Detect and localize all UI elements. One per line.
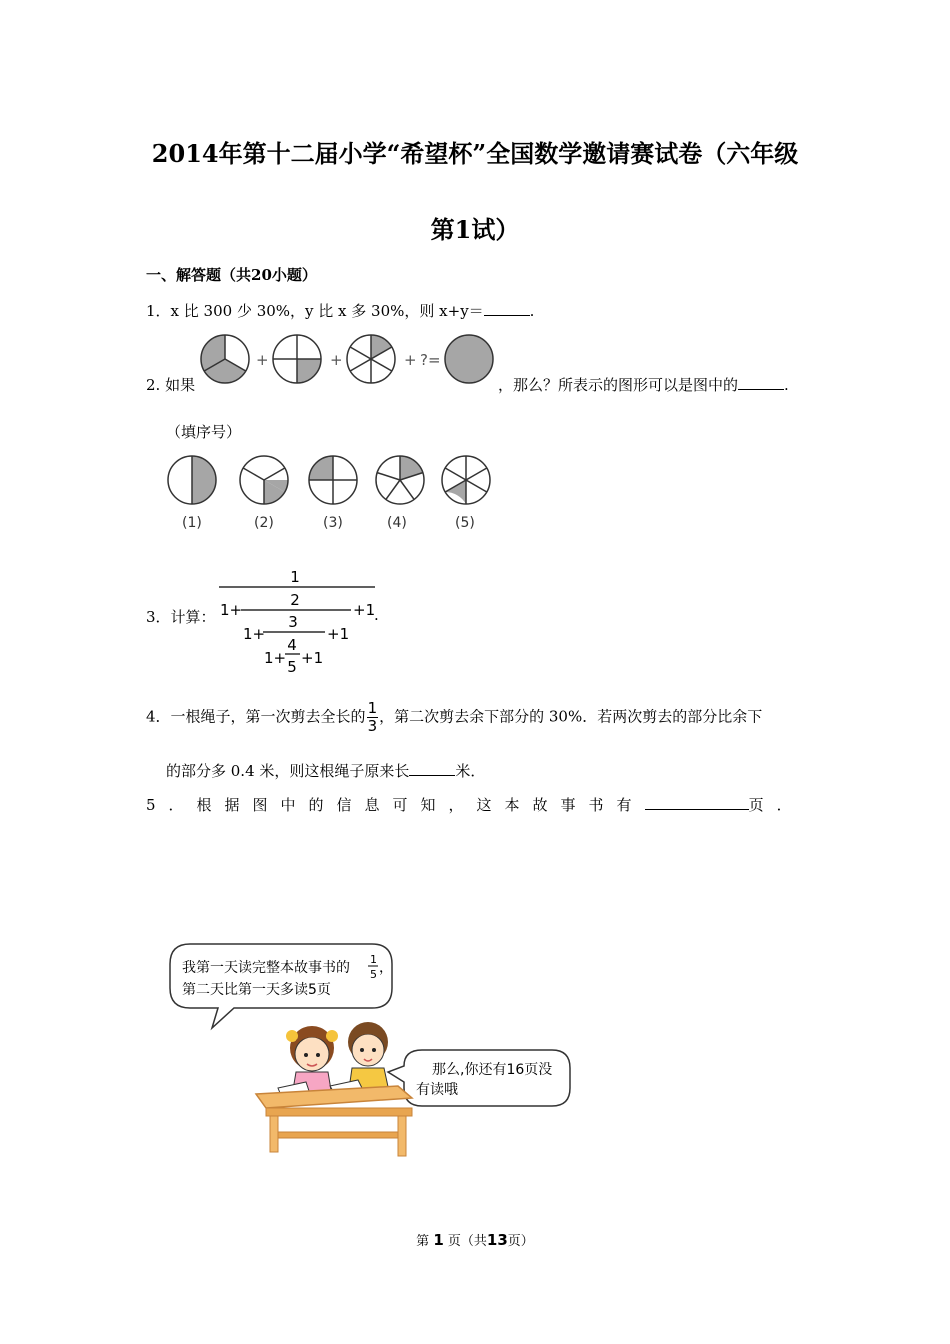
bubble2-line2: 有读哦 [416,1082,458,1098]
q4-frac-den: 3 [367,717,378,735]
option-circle-3[interactable] [309,456,357,504]
q1-end: . [529,302,535,320]
question-4-line1 [146,700,762,735]
bubble1-line2: 第二天比第一天多读5页 [182,982,331,998]
equation-circle-thirds [201,335,249,383]
equation-circle-quarters [273,335,321,383]
q2-plus-2: + [330,351,343,369]
q2-plus-3: + [404,351,417,369]
q2-number: 2. 如果 [146,376,196,394]
q4-fraction [367,700,379,735]
option-circle-2[interactable] [240,456,288,504]
q5-number: 5 [146,796,169,814]
cf-numerator-3: 3 [288,613,298,631]
bubble1-line1: 我第一天读完整本故事书的 [182,960,350,976]
q2-hint: （填序号） [166,423,242,441]
q2-options-figure [160,452,500,536]
cf-level3-right: +1 [301,649,324,667]
option-circle-1[interactable] [168,456,216,504]
footer-post: 页） [507,1234,534,1249]
cf-level2-left: 1+ [243,625,266,643]
q4-frac-num: 1 [367,699,378,717]
question-5 [146,794,805,815]
q2-question-equals: ?= [420,351,441,369]
q4-text2: ，第二次剪去余下部分的 30%．若两次剪去的部分比余下 [379,707,763,726]
speech-bubble-girl [170,944,393,1028]
q5-illustration [160,936,580,1172]
q1-number: 1． [146,302,171,320]
option-label-1: (1) [182,515,202,531]
footer-pre: 第 [416,1234,430,1249]
footer-total-pages: 13 [486,1231,508,1249]
cf-level2-right: +1 [327,625,350,643]
q2-plus-1: + [256,351,269,369]
q1-answer-blank[interactable] [484,301,530,316]
q2-text-line [498,374,789,395]
option-label-4: (4) [387,515,407,531]
footer-mid: 页（共 [447,1234,487,1249]
page-footer [0,1230,950,1249]
option-label-5: (5) [455,515,475,531]
option-circle-5[interactable] [442,456,490,504]
option-circle-4[interactable] [376,456,424,504]
desk [256,1086,412,1156]
cf-level1-left: 1+ [220,601,243,619]
cf-numerator-1: 1 [290,568,300,586]
q5-text: ．根据图中的信息可知，这本故事书有 [168,796,645,814]
cf-level1-right: +1 [353,601,376,619]
equation-circle-sixths [347,335,395,383]
q4-number: 4． [146,707,171,726]
option-label-3: (3) [323,515,343,531]
bubble1-frac-den: 5 [370,968,377,981]
q4-end: 米． [455,762,486,780]
question-1 [146,300,534,321]
q2-text: ，那么？所表示的图形可以是图中的 [498,376,739,394]
q1-text: x 比 300 少 30%，y 比 x 多 30%，则 x+y＝ [170,302,484,320]
q5-answer-blank[interactable] [645,795,749,810]
q3-number: 3．计算： [146,608,216,626]
q3-end: . [374,606,379,624]
q3-continued-fraction [215,564,385,680]
q2-answer-blank[interactable] [738,375,784,390]
footer-page-number: 1 [433,1231,444,1249]
cf-denominator-5: 5 [287,658,297,676]
cf-numerator-4: 4 [287,636,297,654]
speech-bubble-boy [388,1050,570,1106]
q4-text3: 的部分多 0.4 米，则这根绳子原来长 [166,762,410,780]
q2-end: . [784,376,789,394]
equation-circle-whole [445,335,493,383]
cf-level3-left: 1+ [264,649,287,667]
bubble1-comma: ， [379,960,393,976]
cf-numerator-2: 2 [290,591,300,609]
q2-equation-figure [198,332,498,388]
section-heading: 一、解答题（共20小题） [146,266,317,284]
page-title-line2: 第1试） [430,215,520,244]
page-title-line1: 2014年第十二届小学“希望杯”全国数学邀请赛试卷（六年级 [151,139,799,168]
q4-answer-blank[interactable] [409,761,455,776]
question-4-line2 [166,760,485,781]
q5-end: 页． [748,796,805,814]
q4-text1: 一根绳子，第一次剪去全长的 [170,707,366,726]
option-label-2: (2) [254,515,274,531]
bubble2-line1: 那么,你还有16页没 [432,1062,553,1078]
bubble1-frac-num: 1 [370,953,377,966]
